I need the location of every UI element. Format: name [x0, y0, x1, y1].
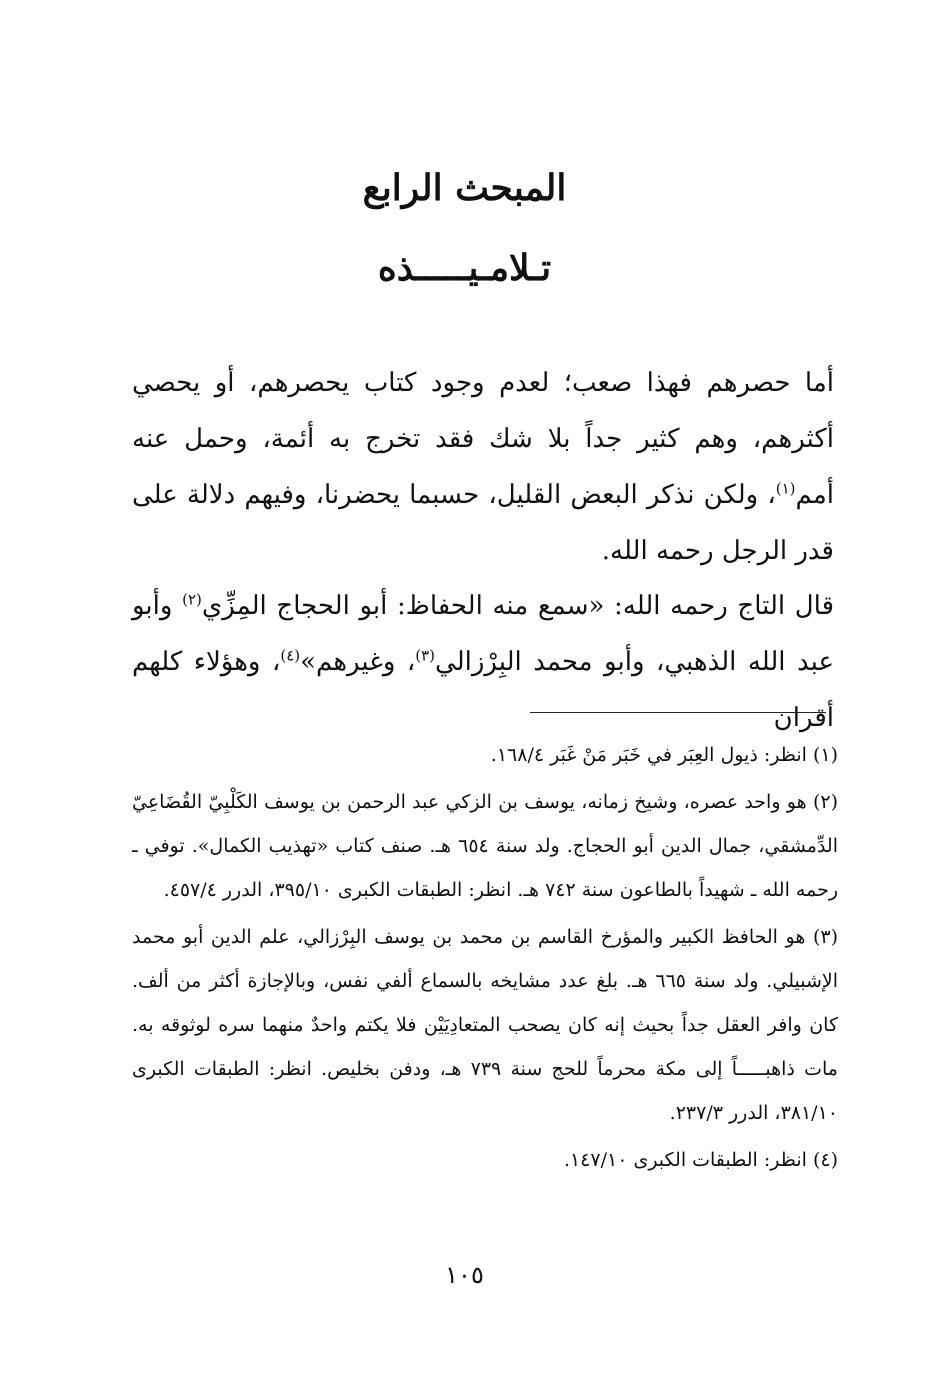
footnote-number: (٢)	[812, 791, 838, 813]
paragraph-taj-quote	[132, 578, 834, 746]
footnotes-list	[132, 733, 838, 1185]
footnote-item	[132, 780, 838, 912]
paragraph-text: أما حصرهم فهذا صعب؛ لعدم وجود كتاب يحصرهم، أو يحصي أكثرهم، وهم كثير جداً بلا شك فقد تخرج به أئمة، وحمل عنه أمم	[132, 368, 834, 510]
footnote-item	[132, 733, 838, 777]
footnote-ref-4[interactable]: (٤)	[280, 646, 301, 665]
section-heading: المبحث الرابع	[362, 167, 567, 209]
paragraph-segment: قال التاج رحمه الله: «سمع منه الحفاظ: أبو الحجاج المِزِّي	[201, 591, 834, 621]
footnote-text: انظر: ذيول العِبَر في خَبَر مَنْ غَبَر ١٦٨/٤.	[490, 744, 807, 766]
footnote-text: انظر: الطبقات الكبرى ١٤٧/١٠.	[563, 1149, 807, 1171]
footnote-text: هو الحافظ الكبير والمؤرخ القاسم بن محمد بن يوسف البِرْزالي، علم الدين أبو محمد الإشبيلي. ولد سنة ٦٦٥ هـ. بلغ عدد مشايخه بالسماع ألفي نفس، وبالإجازة أكثر من ألف. كان وافر العقل جداً بحيث إنه كان يصحب المتعادِيَيْن فلا يكتم واحدٌ منهما سره لوثوقه به. مات ذاهبـــــاً إلى مكة محرماً للحج سنة ٧٣٩ هـ، ودفن بخليص. انظر: الطبقات الكبرى ٣٨١/١٠، الدرر ٢٣٧/٣.	[132, 926, 838, 1124]
chapter-title: تـلامـيـــــذه	[377, 247, 552, 289]
paragraph-students-intro	[132, 355, 834, 579]
footnote-ref-1[interactable]: (١)	[775, 479, 796, 498]
paragraph-segment: ، وغيرهم»	[300, 647, 416, 677]
footnote-text: هو واحد عصره، وشيخ زمانه، يوسف بن الزكي عبد الرحمن بن يوسف الكَلْبِيّ القُضَاعِيّ الدِّمشقي، جمال الدين أبو الحجاج. ولد سنة ٦٥٤ هـ. صنف كتاب «تهذيب الكمال». توفي ـ رحمه الله ـ شهيداً بالطاعون سنة ٧٤٢ هـ. انظر: الطبقات الكبرى ٣٩٥/١٠، الدرر ٤٥٧/٤.	[132, 791, 838, 901]
footnote-ref-3[interactable]: (٣)	[415, 646, 436, 665]
paragraph-segment: وأبو عبد الله الذهبي، وأبو محمد البِرْزالي	[132, 591, 834, 677]
paragraph-segment: ، وهؤلاء كلهم أقران	[132, 647, 834, 733]
footnote-number: (٤)	[812, 1149, 838, 1171]
page-number: ١٠٥	[445, 1261, 484, 1289]
footnote-item	[132, 915, 838, 1135]
footnote-ref-2[interactable]: (٢)	[182, 590, 202, 609]
footnote-separator	[530, 712, 826, 713]
paragraph-text-end: ، ولكن نذكر البعض القليل، حسبما يحضرنا، وفيهم دلالة على قدر الرجل رحمه الله.	[132, 480, 834, 566]
footnote-number: (٣)	[812, 926, 838, 948]
footnote-number: (١)	[812, 744, 838, 766]
footnote-item	[132, 1138, 838, 1182]
